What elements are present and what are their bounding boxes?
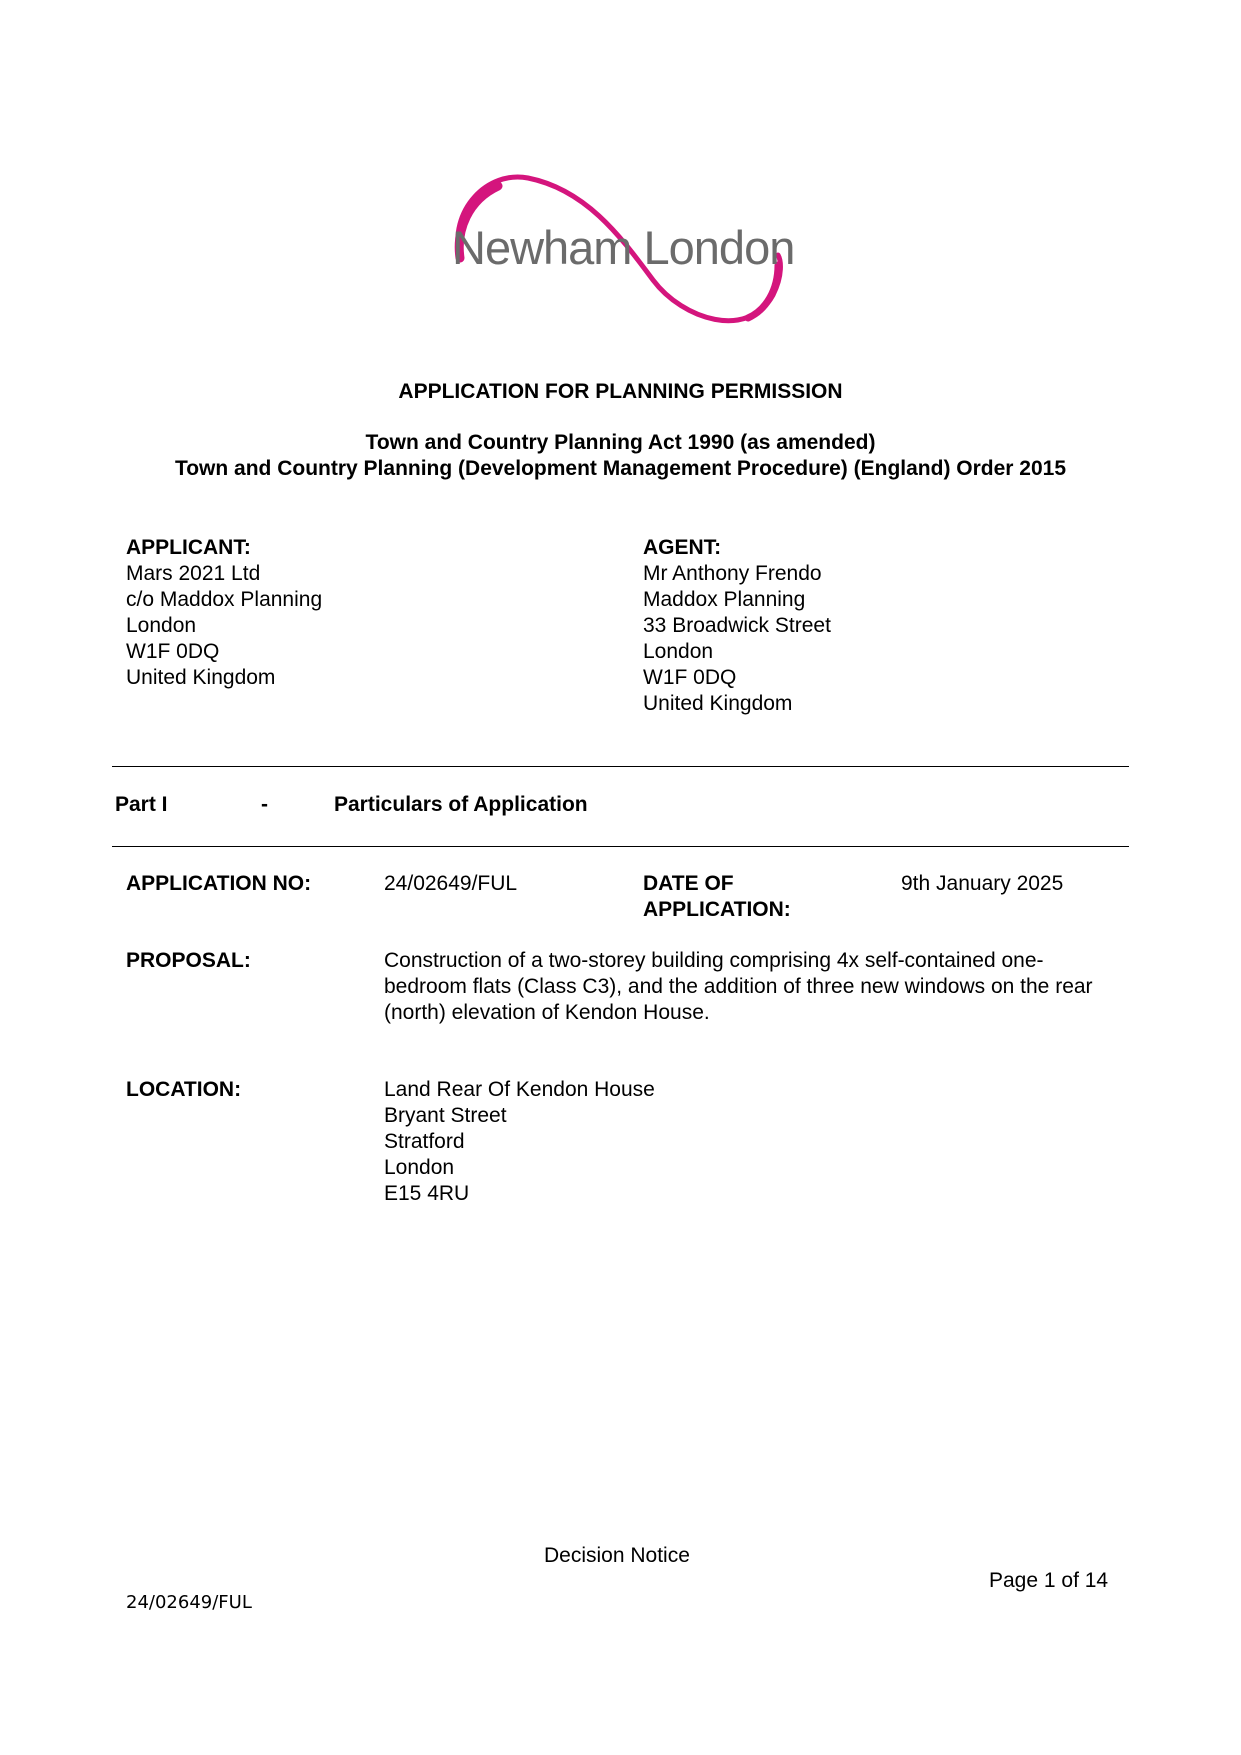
- agent-line: United Kingdom: [643, 692, 793, 715]
- divider-bottom: [112, 846, 1129, 847]
- divider-top: [112, 766, 1129, 767]
- location-line: Land Rear Of Kendon House: [384, 1078, 655, 1101]
- location-line: Bryant Street: [384, 1104, 507, 1127]
- footer-reference: 24/02649/FUL: [126, 1592, 252, 1613]
- logo-text-newham: Newham: [452, 221, 632, 274]
- applicant-line: United Kingdom: [126, 666, 276, 689]
- agent-line: Maddox Planning: [643, 588, 806, 611]
- date-of-application-value: 9th January 2025: [901, 872, 1064, 895]
- act-line-2: Town and Country Planning (Development Management Procedure) (England) Order 2015: [174, 457, 1067, 480]
- part-title: Particulars of Application: [334, 793, 588, 816]
- applicant-line: W1F 0DQ: [126, 640, 220, 663]
- applicant-heading: APPLICANT:: [126, 536, 251, 559]
- application-no-value: 24/02649/FUL: [384, 872, 518, 895]
- agent-line: W1F 0DQ: [643, 666, 737, 689]
- location-line: E15 4RU: [384, 1182, 470, 1205]
- location-address: [384, 1077, 655, 1207]
- document-title: APPLICATION FOR PLANNING PERMISSION: [398, 380, 843, 403]
- location-label: LOCATION:: [126, 1078, 242, 1101]
- proposal-line: bedroom flats (Class C3), and the addition of three new windows on the rear: [384, 975, 1093, 998]
- agent-line: 33 Broadwick Street: [643, 614, 831, 637]
- applicant-line: c/o Maddox Planning: [126, 588, 323, 611]
- part-dash: -: [261, 793, 268, 816]
- proposal-label: PROPOSAL:: [126, 949, 251, 972]
- part-label: Part I: [115, 793, 168, 816]
- date-label-line: DATE OF: [643, 872, 734, 895]
- agent-line: Mr Anthony Frendo: [643, 562, 822, 585]
- agent-heading: AGENT:: [643, 536, 722, 559]
- agent-line: London: [643, 640, 714, 663]
- proposal-text: [384, 948, 1093, 1026]
- agent-block: [643, 535, 831, 717]
- application-no-label: APPLICATION NO:: [126, 872, 312, 895]
- proposal-line: Construction of a two-storey building comprising 4x self-contained one-: [384, 949, 1044, 972]
- date-of-application-label: [643, 871, 791, 923]
- footer-decision-notice: Decision Notice: [544, 1544, 690, 1567]
- date-label-line: APPLICATION:: [643, 898, 791, 921]
- footer-page-number: Page 1 of 14: [989, 1569, 1109, 1592]
- council-logo: [448, 170, 798, 330]
- act-line-1: Town and Country Planning Act 1990 (as amended): [365, 431, 876, 454]
- logo-wordmark: [452, 220, 794, 275]
- applicant-line: London: [126, 614, 197, 637]
- logo-text-london: London: [643, 221, 795, 274]
- proposal-line: (north) elevation of Kendon House.: [384, 1001, 710, 1024]
- location-line: London: [384, 1156, 455, 1179]
- applicant-block: [126, 535, 322, 691]
- location-line: Stratford: [384, 1130, 465, 1153]
- applicant-line: Mars 2021 Ltd: [126, 562, 261, 585]
